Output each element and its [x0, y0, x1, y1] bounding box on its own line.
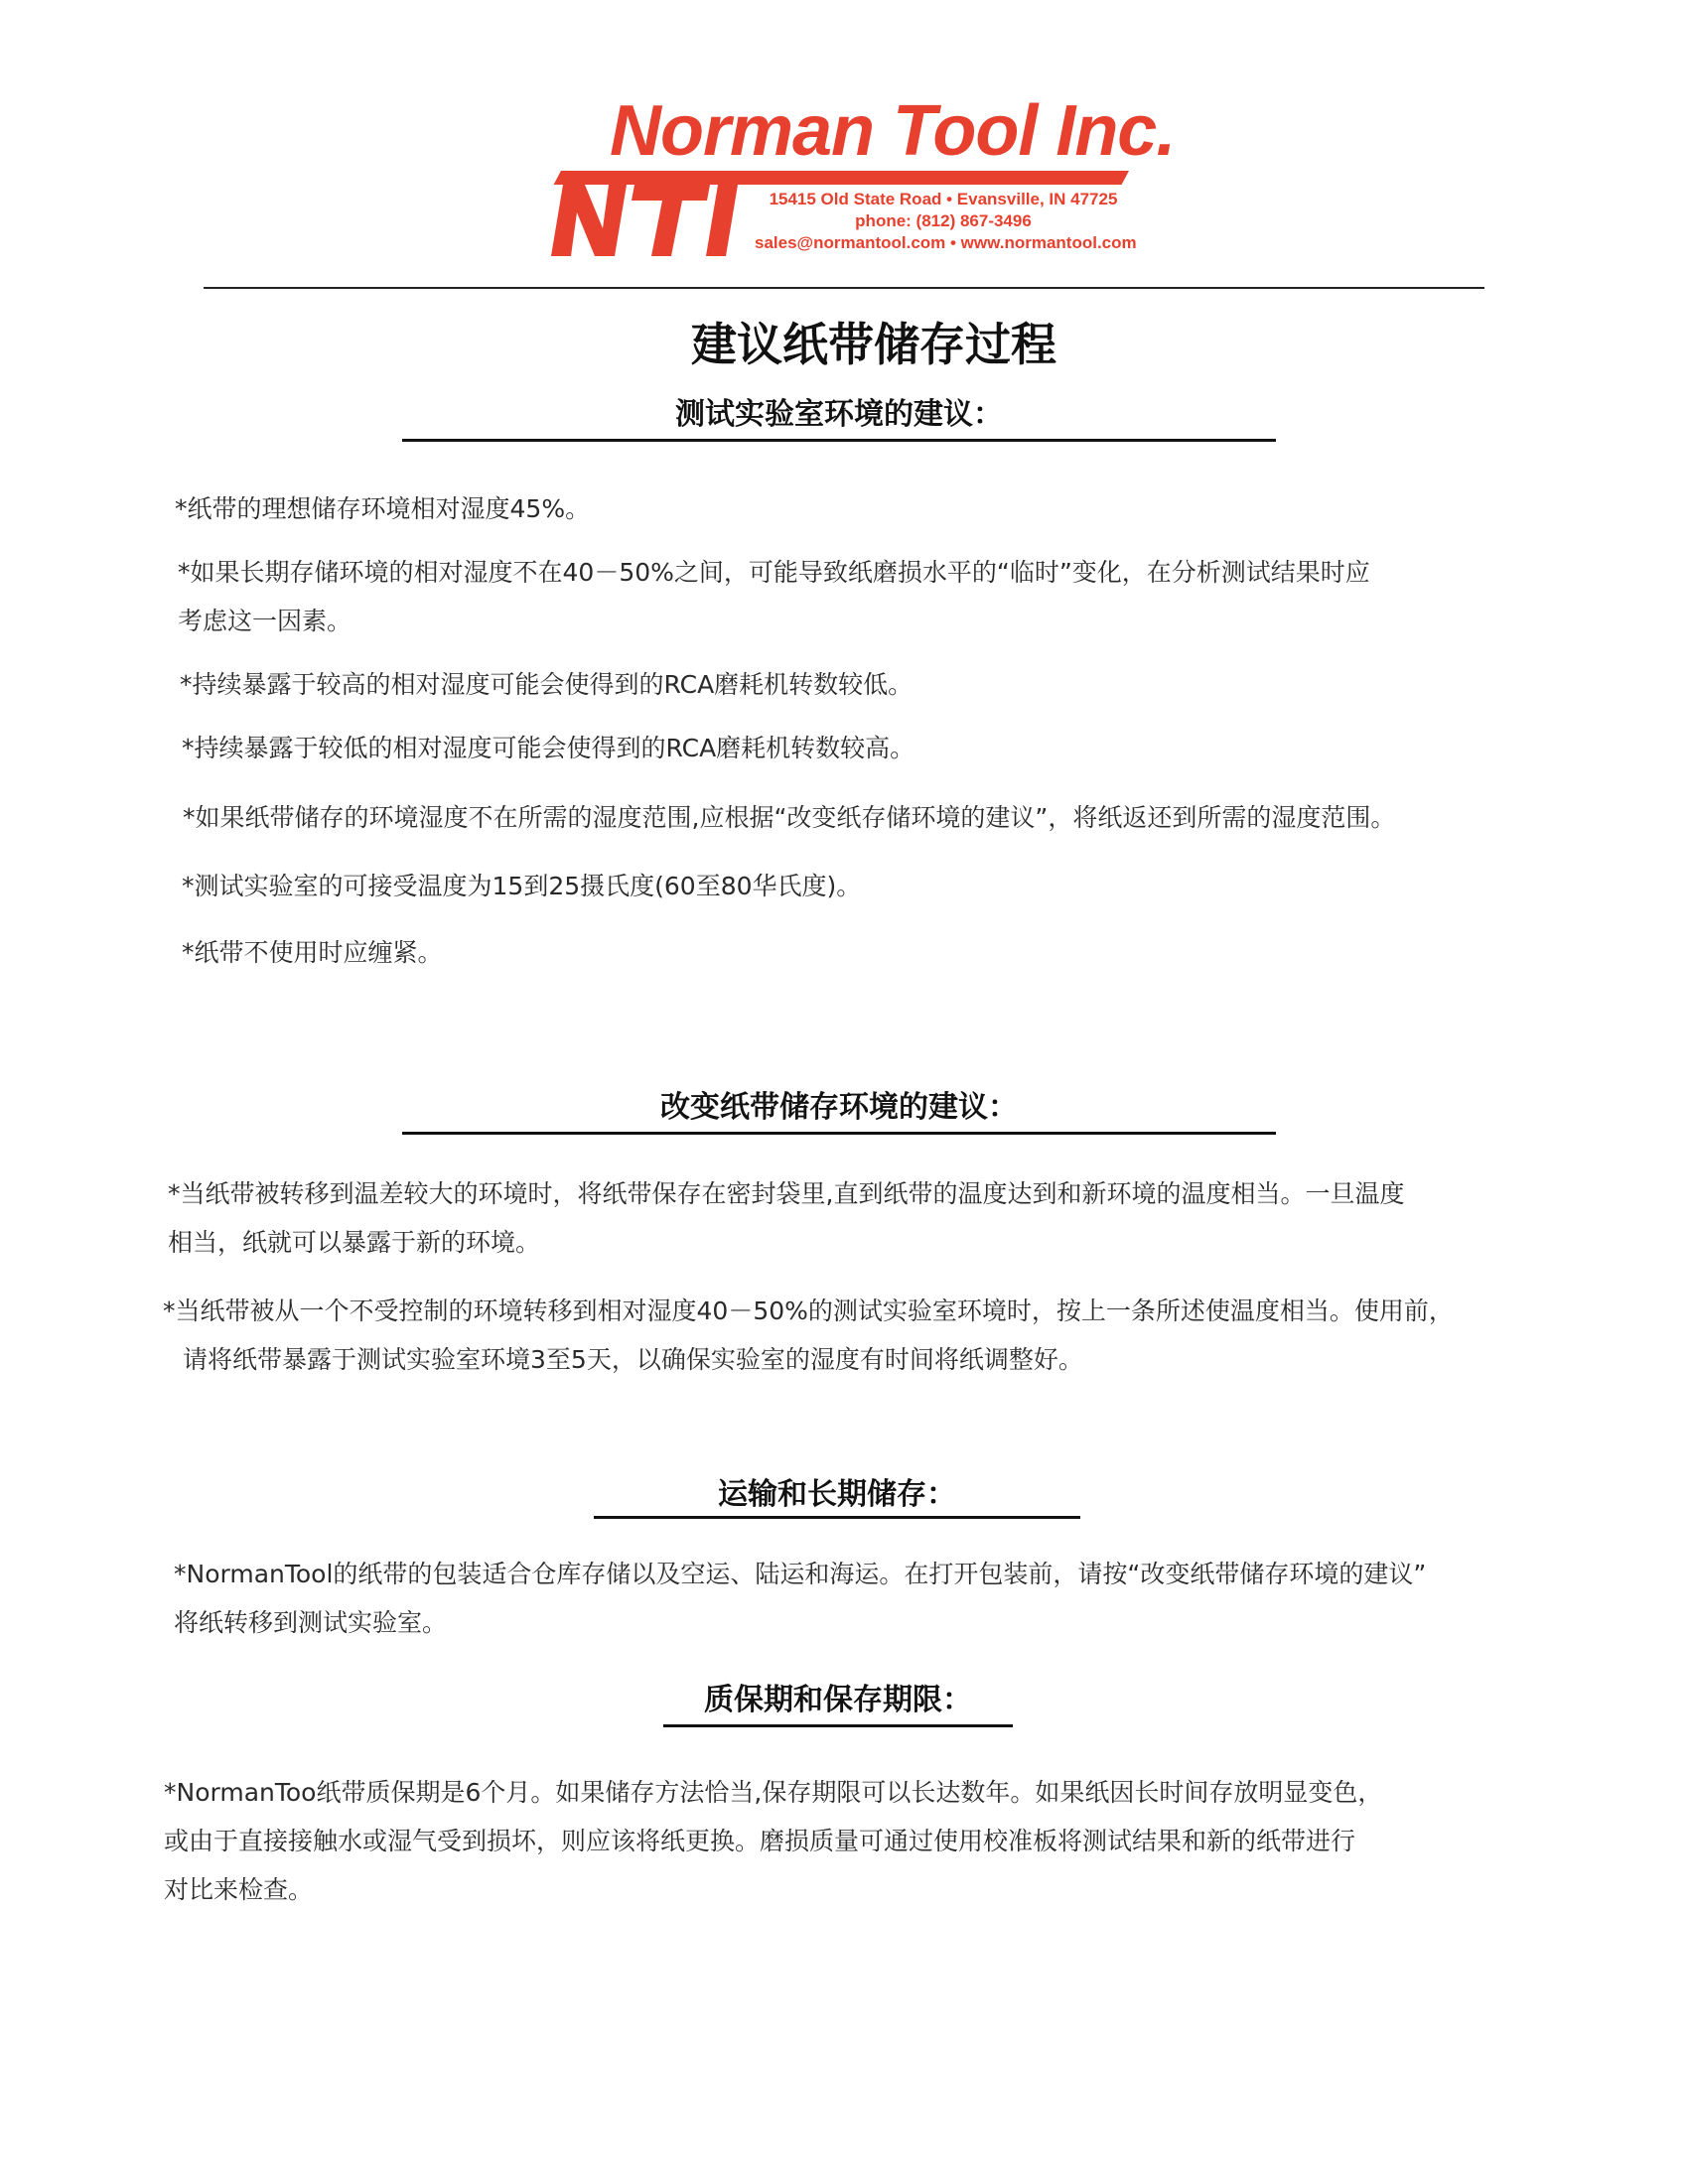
text-line: *如果长期存储环境的相对湿度不在40－50%之间，可能导致纸磨损水平的“临时”变化，在分析测试结果时应: [178, 558, 1370, 587]
address-line: 15415 Old State Road • Evansville, IN 47725: [769, 190, 1118, 208]
text-line: *纸带的理想储存环境相对湿度45%。: [175, 494, 591, 523]
text-line: *NormanToo纸带质保期是6个月。如果储存方法恰当,保存期限可以长达数年。如果纸因长时间存放明显变色，: [164, 1778, 1383, 1807]
text-line: 请将纸带暴露于测试实验室环境3至5天，以确保实验室的湿度有时间将纸调整好。: [183, 1345, 1083, 1374]
paragraph-humidity-range: [178, 548, 1370, 645]
paragraph-acceptable-temperature: [182, 862, 861, 910]
paragraph-temperature-transfer: [168, 1169, 1404, 1267]
text-line: *持续暴露于较低的相对湿度可能会使得到的RCA磨耗机转数较高。: [182, 734, 915, 762]
text-line: *当纸带被从一个不受控制的环境转移到相对湿度40－50%的测试实验室环境时，按上一条所述使温度相当。使用前，: [163, 1297, 1454, 1325]
section-underline: [402, 1132, 1276, 1135]
phone-line: phone: (812) 867-3496: [855, 211, 1032, 230]
section-heading-lab-environment: 测试实验室环境的建议：: [675, 397, 1003, 432]
section-heading-change-environment: 改变纸带储存环境的建议：: [660, 1090, 1018, 1125]
section-heading-warranty-shelf-life: 质保期和保存期限：: [704, 1683, 972, 1717]
paragraph-wind-tight: [182, 928, 443, 977]
text-line: *如果纸带储存的环境湿度不在所需的湿度范围,应根据“改变纸存储环境的建议”，将纸返还到所需的湿度范围。: [183, 803, 1396, 832]
paragraph-humidity-out-of-range: [183, 793, 1395, 842]
paragraph-high-humidity: [180, 660, 913, 709]
document-title: 建议纸带储存过程: [691, 318, 1056, 371]
text-line: *持续暴露于较高的相对湿度可能会使得到的RCA磨耗机转数较低。: [180, 670, 914, 699]
text-line: *纸带不使用时应缠紧。: [182, 938, 443, 967]
paragraph-packaging: [174, 1550, 1426, 1647]
paragraph-warranty: [164, 1768, 1382, 1914]
paragraph-ideal-humidity: [175, 484, 590, 533]
text-line: *测试实验室的可接受温度为15到25摄氏度(60至80华氏度)。: [182, 872, 862, 900]
section-underline: [402, 439, 1276, 442]
text-line: 或由于直接接触水或湿气受到损坏，则应该将纸更换。磨损质量可通过使用校准板将测试结果和新的纸带进行: [164, 1827, 1356, 1855]
text-line: 将纸转移到测试实验室。: [174, 1608, 448, 1637]
company-address: [755, 189, 1137, 254]
letterhead-divider: [204, 287, 1484, 289]
section-heading-shipping-storage: 运输和长期储存：: [718, 1477, 956, 1512]
company-name: Norman Tool Inc.: [610, 91, 1176, 171]
text-line: *NormanTool的纸带的包装适合仓库存储以及空运、陆运和海运。在打开包装前，请按“改变纸带储存环境的建议”: [174, 1560, 1427, 1588]
nti-logo-mark: [549, 185, 748, 256]
section-underline: [663, 1724, 1013, 1727]
text-line: 对比来检查。: [164, 1875, 314, 1904]
contact-line: sales@normantool.com • www.normantool.com: [755, 233, 1137, 252]
section-underline: [594, 1516, 1080, 1519]
text-line: 相当，纸就可以暴露于新的环境。: [168, 1228, 541, 1257]
logo-stripe: [554, 171, 1129, 185]
paragraph-uncontrolled-transfer: [163, 1287, 1454, 1384]
text-line: 考虑这一因素。: [178, 607, 352, 635]
text-line: *当纸带被转移到温差较大的环境时，将纸带保存在密封袋里,直到纸带的温度达到和新环境的温度相当。一旦温度: [168, 1179, 1405, 1208]
paragraph-low-humidity: [182, 724, 914, 772]
